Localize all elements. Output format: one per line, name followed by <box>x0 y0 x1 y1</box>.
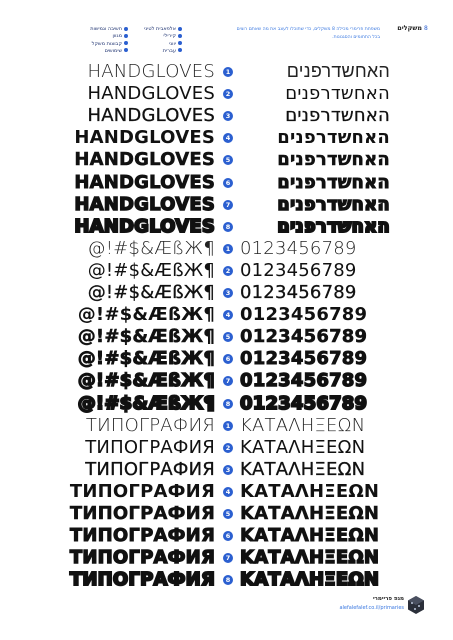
specimen-right-text: ΚΑΤΑΛΗΞΕΩΝ <box>240 547 380 569</box>
specimen-left-text: @!#$&ÆßЖ¶ <box>77 304 215 326</box>
weight-number-badge: 3 <box>223 288 233 298</box>
specimen-right-text: האחשדרפנים <box>285 83 390 105</box>
specimen-left-text: ТИПОГРАФИЯ <box>85 458 215 480</box>
specimen-left-text: HANDGLOVES <box>87 83 215 105</box>
specimen-right-text: האחשדרפנים <box>286 61 390 82</box>
specimen-left-text: HANDGLOVES <box>87 105 215 127</box>
language-item <box>132 33 182 40</box>
specimen-right-text: האחשדרפנים <box>277 215 390 237</box>
weight-number-badge: 8 <box>223 399 233 409</box>
specimen-left-text: HANDGLOVES <box>74 193 215 215</box>
page-title: משקלים <box>397 24 422 32</box>
weight-number-badge: 6 <box>223 354 233 364</box>
specimen-left-text: HANDGLOVES <box>74 171 215 193</box>
specimen-row <box>0 260 453 282</box>
bullet-icon <box>124 41 128 45</box>
specimen-row <box>0 370 453 392</box>
footer-name: מגפ פריימרי <box>372 596 404 602</box>
specimen-row <box>0 282 453 304</box>
specimen-left-text: @!#$&ÆßЖ¶ <box>77 392 215 414</box>
language-item <box>132 26 182 33</box>
weight-number-badge: 4 <box>223 310 233 320</box>
specimen-row <box>0 149 453 171</box>
specimen-right-text: 0123456789 <box>240 326 368 348</box>
specimen-right-text: ΚΑΤΑΛΗΞΕΩΝ <box>240 569 380 591</box>
weight-number-badge: 4 <box>223 487 233 497</box>
weight-number-badge: 4 <box>223 133 233 143</box>
language-item <box>78 41 128 48</box>
language-item <box>78 26 128 33</box>
language-column-1 <box>132 26 182 55</box>
language-item <box>132 48 182 55</box>
specimen-row <box>0 348 453 370</box>
weight-number-badge: 8 <box>223 575 233 585</box>
specimen-left-text: @!#$&ÆßЖ¶ <box>77 326 215 348</box>
specimen-row <box>0 105 453 127</box>
page-description: משפחת פרימרי מכילה 8 משקלים, כדי שתוכלו לעצב את מה שאתם רוצים בכל התחומים והסגנונות. <box>236 27 380 40</box>
specimen-right-text: 0123456789 <box>240 370 368 392</box>
language-column-2 <box>78 26 128 55</box>
weight-number-badge: 8 <box>223 222 233 232</box>
weight-number-badge: 6 <box>223 531 233 541</box>
language-label: יווני <box>169 40 176 47</box>
weight-number-badge: 1 <box>223 421 233 431</box>
weight-number-badge: 7 <box>223 553 233 563</box>
bullet-icon <box>178 48 182 52</box>
specimen-row <box>0 569 453 591</box>
specimen-row <box>0 194 453 216</box>
bullet-icon <box>124 34 128 38</box>
bullet-icon <box>178 41 182 45</box>
specimen-left-text: ТИПОГРАФИЯ <box>85 436 215 458</box>
specimen-right-text: ΚΑΤΑΛΗΞΕΩΝ <box>240 458 366 480</box>
bullet-icon <box>124 48 128 52</box>
specimen-row <box>0 415 453 437</box>
specimen-right-text: ΚΑΤΑΛΗΞΕΩΝ <box>240 436 366 458</box>
specimen-right-text: 0123456789 <box>240 304 368 326</box>
weight-number-badge: 1 <box>223 244 233 254</box>
weight-number-badge: 1 <box>223 67 233 77</box>
specimen-left-text: @!#$&ÆßЖ¶ <box>87 259 215 281</box>
specimen-left-text: ТИПОГРАФИЯ <box>69 503 215 524</box>
specimen-row <box>0 437 453 459</box>
weight-number-badge: 5 <box>223 332 233 342</box>
specimen-row <box>0 326 453 348</box>
weight-number-badge: 6 <box>223 178 233 188</box>
specimen-left-text: @!#$&ÆßЖ¶ <box>77 348 215 370</box>
specimen-left-text: HANDGLOVES <box>87 61 215 82</box>
footer-url[interactable]: alefalefalef.co.il/primaries <box>339 605 404 611</box>
specimen-left-text: @!#$&ÆßЖ¶ <box>87 282 215 303</box>
specimen-left-text: ТИПОГРАФИЯ <box>69 525 215 547</box>
bullet-icon <box>124 27 128 31</box>
specimen-right-text: ΚΑΤΑΛΗΞΕΩΝ <box>240 503 380 524</box>
specimen-row <box>0 83 453 105</box>
specimen-row <box>0 459 453 481</box>
specimen-left-text: HANDGLOVES <box>74 127 215 149</box>
specimen-right-text: האחשדרפנים <box>277 127 390 149</box>
weight-number-badge: 7 <box>223 376 233 386</box>
specimen-row <box>0 304 453 326</box>
weight-number-badge: 2 <box>223 89 233 99</box>
language-label: קבוצות משקל <box>91 40 122 47</box>
weight-number-badge: 2 <box>223 266 233 276</box>
specimen-left-text: ТИПОГРАФИЯ <box>69 569 215 591</box>
specimen-row <box>0 127 453 149</box>
specimen-right-text: ΚΑΤΑΛΗΞΕΩΝ <box>240 525 380 547</box>
weight-number-badge: 2 <box>223 443 233 453</box>
weight-number-badge: 3 <box>223 465 233 475</box>
specimen-left-text: @!#$&ÆßЖ¶ <box>77 370 215 392</box>
weight-number-badge: 3 <box>223 111 233 121</box>
specimen-left-text: ТИПОГРАФИЯ <box>69 547 215 569</box>
weight-number-badge: 5 <box>223 509 233 519</box>
language-label: שימושים <box>104 47 122 54</box>
specimen-right-text: 0123456789 <box>240 282 357 303</box>
specimen-right-text: 0123456789 <box>240 237 357 259</box>
specimen-right-text: ΚΑΤΑΛΗΞΕΩΝ <box>240 480 380 502</box>
language-item <box>78 33 128 40</box>
specimen-right-text: האחשדרפנים <box>277 149 390 171</box>
specimen-row <box>0 393 453 415</box>
specimen-left-text: @!#$&ÆßЖ¶ <box>87 237 215 259</box>
specimen-right-text: האחשדרפנים <box>285 105 390 127</box>
specimen-right-text: 0123456789 <box>240 392 368 414</box>
specimen-row <box>0 503 453 525</box>
language-label: מגוון <box>112 33 122 40</box>
language-list <box>78 26 182 56</box>
specimen-right-text: 0123456789 <box>240 259 357 281</box>
page-number: 8 <box>424 25 428 32</box>
bullet-icon <box>178 27 182 31</box>
specimen-left-text: HANDGLOVES <box>74 215 215 237</box>
language-label: קירילי <box>163 33 176 40</box>
specimen-row <box>0 172 453 194</box>
specimen-row <box>0 525 453 547</box>
footer <box>318 596 428 618</box>
bullet-icon <box>178 34 182 38</box>
weight-number-badge: 7 <box>223 200 233 210</box>
language-item <box>132 41 182 48</box>
specimen-right-text: ΚΑΤΑΛΗΞΕΩΝ <box>240 414 366 436</box>
specimen-right-text: האחשדרפנים <box>277 193 390 215</box>
specimen-row <box>0 547 453 569</box>
specimen-row <box>0 238 453 260</box>
specimen-left-text: ТИПОГРАФИЯ <box>85 414 215 436</box>
specimen-right-text: האחשדרפנים <box>277 171 390 193</box>
language-label: אלפאבית לטיני <box>144 26 176 32</box>
language-label: חשיבה וגמישות <box>90 26 122 32</box>
weight-number-badge: 5 <box>223 155 233 165</box>
language-item <box>78 48 128 55</box>
specimen-row <box>0 61 453 83</box>
language-label: עברית <box>162 47 176 54</box>
specimen-right-text: 0123456789 <box>240 348 368 370</box>
specimen-row <box>0 216 453 238</box>
specimen-row <box>0 481 453 503</box>
specimen-left-text: HANDGLOVES <box>74 149 215 171</box>
cube-logo-icon <box>408 596 424 614</box>
specimen-left-text: ТИПОГРАФИЯ <box>69 480 215 502</box>
